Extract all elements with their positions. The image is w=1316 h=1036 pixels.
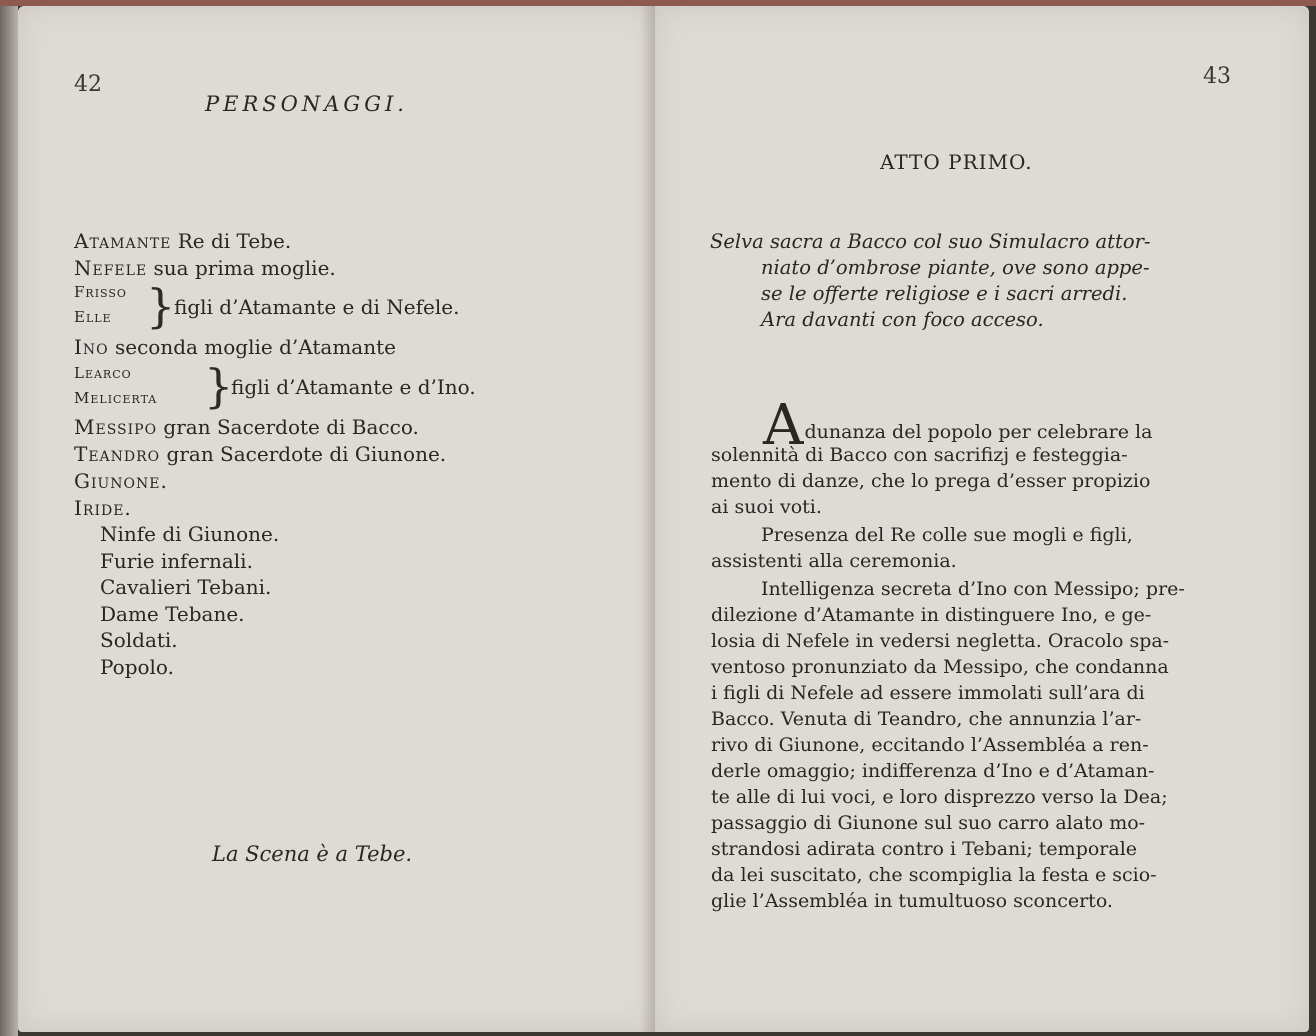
body-line: Bacco. Venuta di Teandro, che annunzia l’ar- [711, 708, 1142, 730]
extra-item: Ninfe di Giunone. [100, 522, 280, 546]
body-line: ventoso pronunziato da Messipo, che condanna [711, 656, 1169, 678]
body-line: dilezione d’Atamante in distinguere Ino, e ge- [711, 604, 1152, 626]
character-name: Atamante [74, 229, 172, 253]
body-line: mento di danze, che lo prega d’esser propizio [711, 470, 1151, 492]
body-line: te alle di lui voci, e loro disprezzo verso la Dea; [711, 786, 1168, 808]
body-line: assistenti alla ceremonia. [711, 550, 957, 572]
left-page [18, 6, 655, 1032]
character-role: Re di Tebe. [171, 229, 292, 253]
cast-entry-giunone [74, 468, 168, 495]
cast-group-learco-melicerta [74, 361, 157, 411]
act-title: ATTO PRIMO. [880, 150, 1033, 174]
setting-line: Ara davanti con foco acceso. [761, 308, 1044, 331]
brace-icon: } [146, 279, 176, 333]
character-name: Learco [74, 364, 132, 382]
body-line: rivo di Giunone, eccitando l’Assembléa a ren- [711, 734, 1149, 756]
right-page-number: 43 [1203, 64, 1231, 89]
right-page [655, 6, 1309, 1032]
extras-list [100, 521, 279, 680]
drop-cap: A [763, 393, 804, 458]
character-role: sua prima moglie. [147, 256, 336, 280]
character-name: Elle [74, 308, 112, 326]
book-left-edge [0, 6, 18, 1036]
body-line: losia di Nefele in vedersi negletta. Oracolo spa- [711, 630, 1170, 652]
body-line: ai suoi voti. [711, 496, 822, 518]
extra-item: Furie infernali. [100, 548, 253, 573]
body-line: strandosi adirata contro i Tebani; temporale [711, 838, 1138, 860]
character-name: Iride. [74, 496, 132, 520]
body-line: passaggio di Giunone sul suo carro alato mo- [711, 812, 1146, 834]
body-line: glie l’Assembléa in tumultuoso sconcerto. [711, 890, 1113, 912]
character-name: Frisso [74, 283, 127, 301]
character-name: Teandro [74, 442, 161, 466]
brace-icon: } [204, 359, 234, 413]
cast-entry-iride [74, 495, 132, 522]
setting-line: niato d’ombrose piante, ove sono appe- [761, 256, 1150, 279]
cast-entry-nefele [74, 255, 336, 282]
body-line: da lei suscitato, che scompiglia la festa e scio- [711, 864, 1157, 886]
cast-entry-messipo [74, 414, 419, 441]
line-text: dunanza del popolo per celebrare la [804, 421, 1153, 443]
body-line: i figli di Nefele ad essere immolati sull’ara di [711, 682, 1145, 704]
character-name: Giunone. [74, 469, 168, 493]
body-line: solennità di Bacco con sacrifizj e festeggia- [711, 444, 1128, 466]
character-role: gran Sacerdote di Bacco. [157, 415, 419, 439]
cast-entry-ino [74, 334, 396, 361]
character-role: seconda moglie d’Atamante [108, 335, 396, 359]
character-role: figli d’Atamante e di Nefele. [174, 295, 460, 319]
scene-location: La Scena è a Tebe. [212, 842, 413, 866]
paragraph-2 [711, 522, 1133, 574]
cast-heading: PERSONAGGI. [205, 92, 408, 116]
cast-entry-atamante [74, 228, 291, 255]
character-role: figli d’Atamante e d’Ino. [231, 375, 476, 399]
character-name: Melicerta [74, 389, 158, 407]
body-line: Intelligenza secreta d’Ino con Messipo; pre- [761, 578, 1185, 600]
character-name: Nefele [74, 256, 148, 280]
cast-group-frisso-elle [74, 280, 127, 330]
character-role: gran Sacerdote di Giunone. [160, 442, 447, 466]
body-line: derle omaggio; indifferenza d’Ino e d’Ataman- [711, 760, 1155, 782]
paragraph-1 [711, 442, 1150, 520]
cast-entry-teandro [74, 441, 446, 468]
extra-item: Popolo. [100, 654, 174, 679]
character-name: Ino [74, 335, 109, 359]
character-name: Messipo [74, 415, 158, 439]
setting-line: Selva sacra a Bacco col suo Simulacro attor- [710, 230, 1151, 253]
extra-item: Soldati. [100, 628, 178, 652]
body-line: Presenza del Re colle sue mogli e figli, [761, 524, 1133, 546]
setting-line: se le offerte religiose e i sacri arredi. [761, 282, 1128, 305]
extra-item: Cavalieri Tebani. [100, 575, 272, 599]
left-page-number: 42 [74, 72, 102, 97]
paragraph-3 [711, 576, 1185, 914]
extra-item: Dame Tebane. [100, 601, 245, 626]
